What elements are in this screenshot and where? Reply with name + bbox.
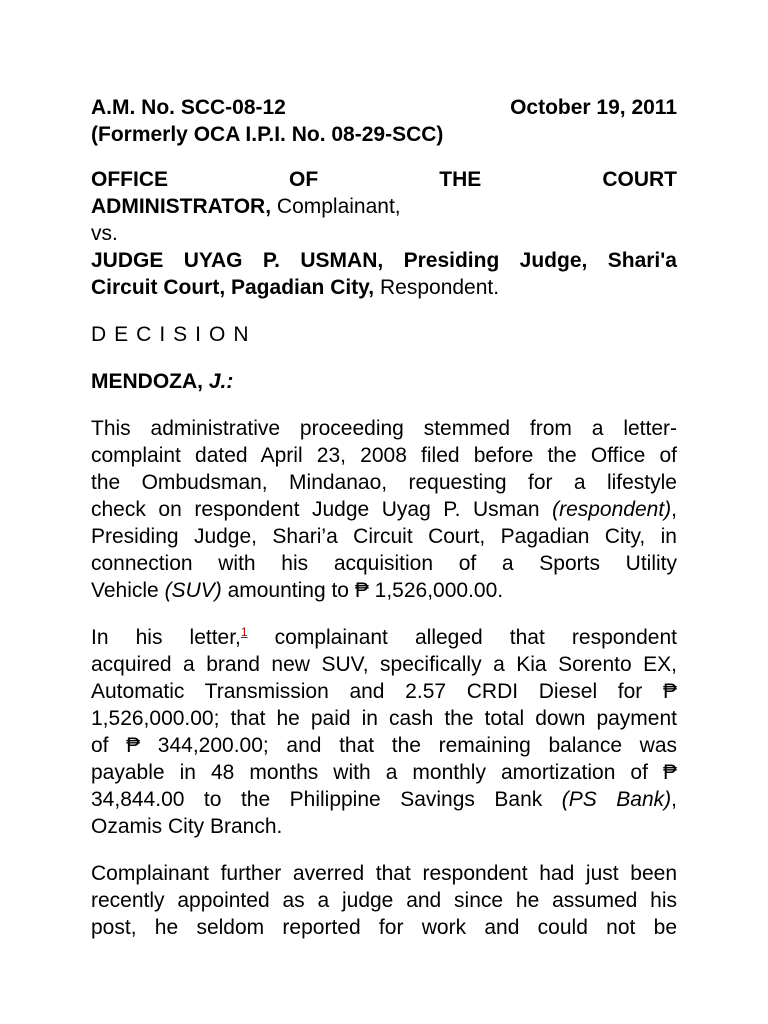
ponente-title: J.:: [208, 370, 234, 393]
paragraph-line: recently appointed as a judge and since he assumed his: [91, 889, 677, 912]
footnote-link[interactable]: 1: [240, 625, 248, 639]
text-run: Vehicle: [91, 579, 165, 602]
paragraph-line: acquired a brand new SUV, specifically a Kia Sorento EX,: [91, 653, 677, 676]
paragraph-line: Complainant further averred that respondent had just been: [91, 862, 677, 885]
complainant-role: Complainant,: [271, 195, 401, 218]
text-run: 34,844.00 to the Philippine Savings Bank: [91, 788, 562, 811]
respondent-word: USMAN,: [300, 249, 384, 272]
respondent-line-2: [91, 274, 677, 301]
paragraph-2: [91, 624, 677, 840]
text-run: ,: [671, 788, 678, 811]
case-header-line: [91, 94, 677, 121]
paragraph-line: [91, 577, 677, 604]
complainant-word: OFFICE: [91, 168, 168, 191]
paragraph-line: the Ombudsman, Mindanao, requesting for a lifestyle: [91, 471, 677, 494]
formerly-reference: (Formerly OCA I.P.I. No. 08-29-SCC): [91, 123, 444, 146]
text-run: amounting to ₱ 1,526,000.00.: [221, 579, 504, 602]
text-run: ,: [671, 498, 677, 521]
complainant-line-2: [91, 193, 677, 220]
ponente-line: [91, 368, 677, 395]
paragraph-line: 1,526,000.00; that he paid in cash the total down payment: [91, 707, 677, 730]
paragraph-line: Ozamis City Branch.: [91, 815, 283, 838]
paragraph-line: [91, 496, 677, 523]
respondent-word: Shari'a: [607, 249, 677, 272]
paragraph-line: payable in 48 months with a monthly amortization of ₱: [91, 761, 677, 784]
respondent-word: JUDGE: [91, 249, 164, 272]
versus-text: vs.: [91, 222, 118, 245]
text-run-italic: (SUV): [164, 579, 222, 602]
respondent-role: Respondent.: [374, 276, 500, 299]
text-run: check on respondent Judge Uyag P. Usman: [91, 498, 553, 521]
complainant-word: THE: [439, 168, 482, 191]
ponente-name: MENDOZA,: [91, 370, 209, 393]
text-run: complainant alleged that respondent: [247, 626, 677, 649]
paragraph-line: [91, 786, 677, 813]
text-run-italic: (respondent): [552, 498, 672, 521]
paragraph-1: [91, 415, 677, 604]
paragraph-line: Automatic Transmission and 2.57 CRDI Diesel for ₱: [91, 680, 677, 703]
respondent-word: P.: [262, 249, 280, 272]
paragraph-3: [91, 860, 677, 941]
paragraph-line: post, he seldom reported for work and could not be: [91, 916, 677, 939]
respondent-word: Presiding: [403, 249, 500, 272]
complainant-word: OF: [289, 168, 319, 191]
paragraph-line: connection with his acquisition of a Sports Utility: [91, 552, 677, 575]
paragraph-line: of ₱ 344,200.00; and that the remaining balance was: [91, 734, 677, 757]
complainant-name-end: ADMINISTRATOR,: [91, 195, 272, 218]
case-number: A.M. No. SCC-08-12: [91, 96, 286, 119]
text-run: In his letter,: [91, 626, 241, 649]
respondent-name-end: Circuit Court, Pagadian City,: [91, 276, 375, 299]
paragraph-line: This administrative proceeding stemmed from a letter-: [91, 417, 677, 440]
complainant-word: COURT: [602, 168, 677, 191]
decision-date: October 19, 2011: [510, 96, 677, 119]
respondent-line-1: [91, 247, 677, 274]
decision-heading: DECISION: [91, 323, 257, 346]
paragraph-line: complaint dated April 23, 2008 filed before the Office of: [91, 444, 677, 467]
paragraph-line: Presiding Judge, Shari’a Circuit Court, Pagadian City, in: [91, 525, 677, 548]
complainant-line-1: [91, 166, 677, 193]
respondent-word: Judge,: [519, 249, 588, 272]
paragraph-line: [91, 624, 677, 651]
respondent-word: UYAG: [183, 249, 243, 272]
text-run-italic: (PS Bank): [561, 788, 672, 811]
